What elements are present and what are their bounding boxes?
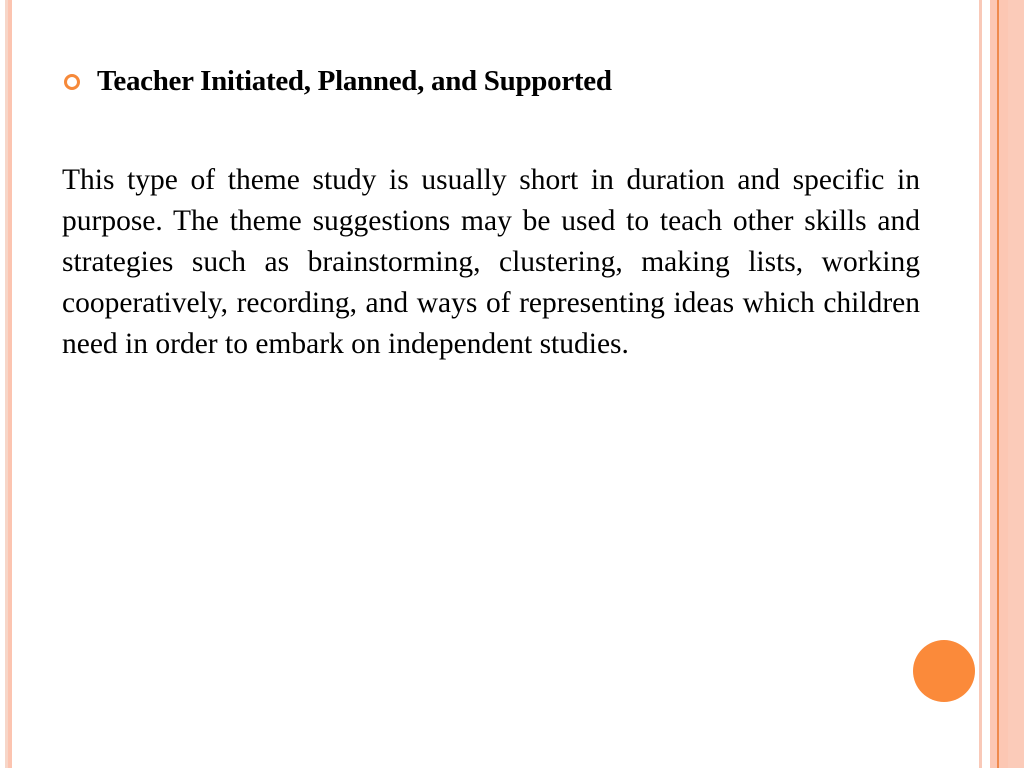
right-border-band-outer <box>1008 0 1024 768</box>
orange-circle-decoration-icon <box>913 640 975 702</box>
heading-text: Teacher Initiated, Planned, and Supported <box>97 64 612 97</box>
hollow-circle-bullet-icon <box>64 74 80 90</box>
right-border-stripe <box>979 0 982 768</box>
left-border-stripe <box>8 0 12 768</box>
right-border-line <box>997 0 999 768</box>
bullet-heading <box>64 60 612 102</box>
body-paragraph: This type of theme study is usually short in duration and specific in purpose. The theme suggestions may be used to teach other skills and strategies such as brainstorming, clustering, making lists, working cooperatively, recording, and ways of representing ideas which children need in order to embark on independent studies. <box>62 164 920 360</box>
